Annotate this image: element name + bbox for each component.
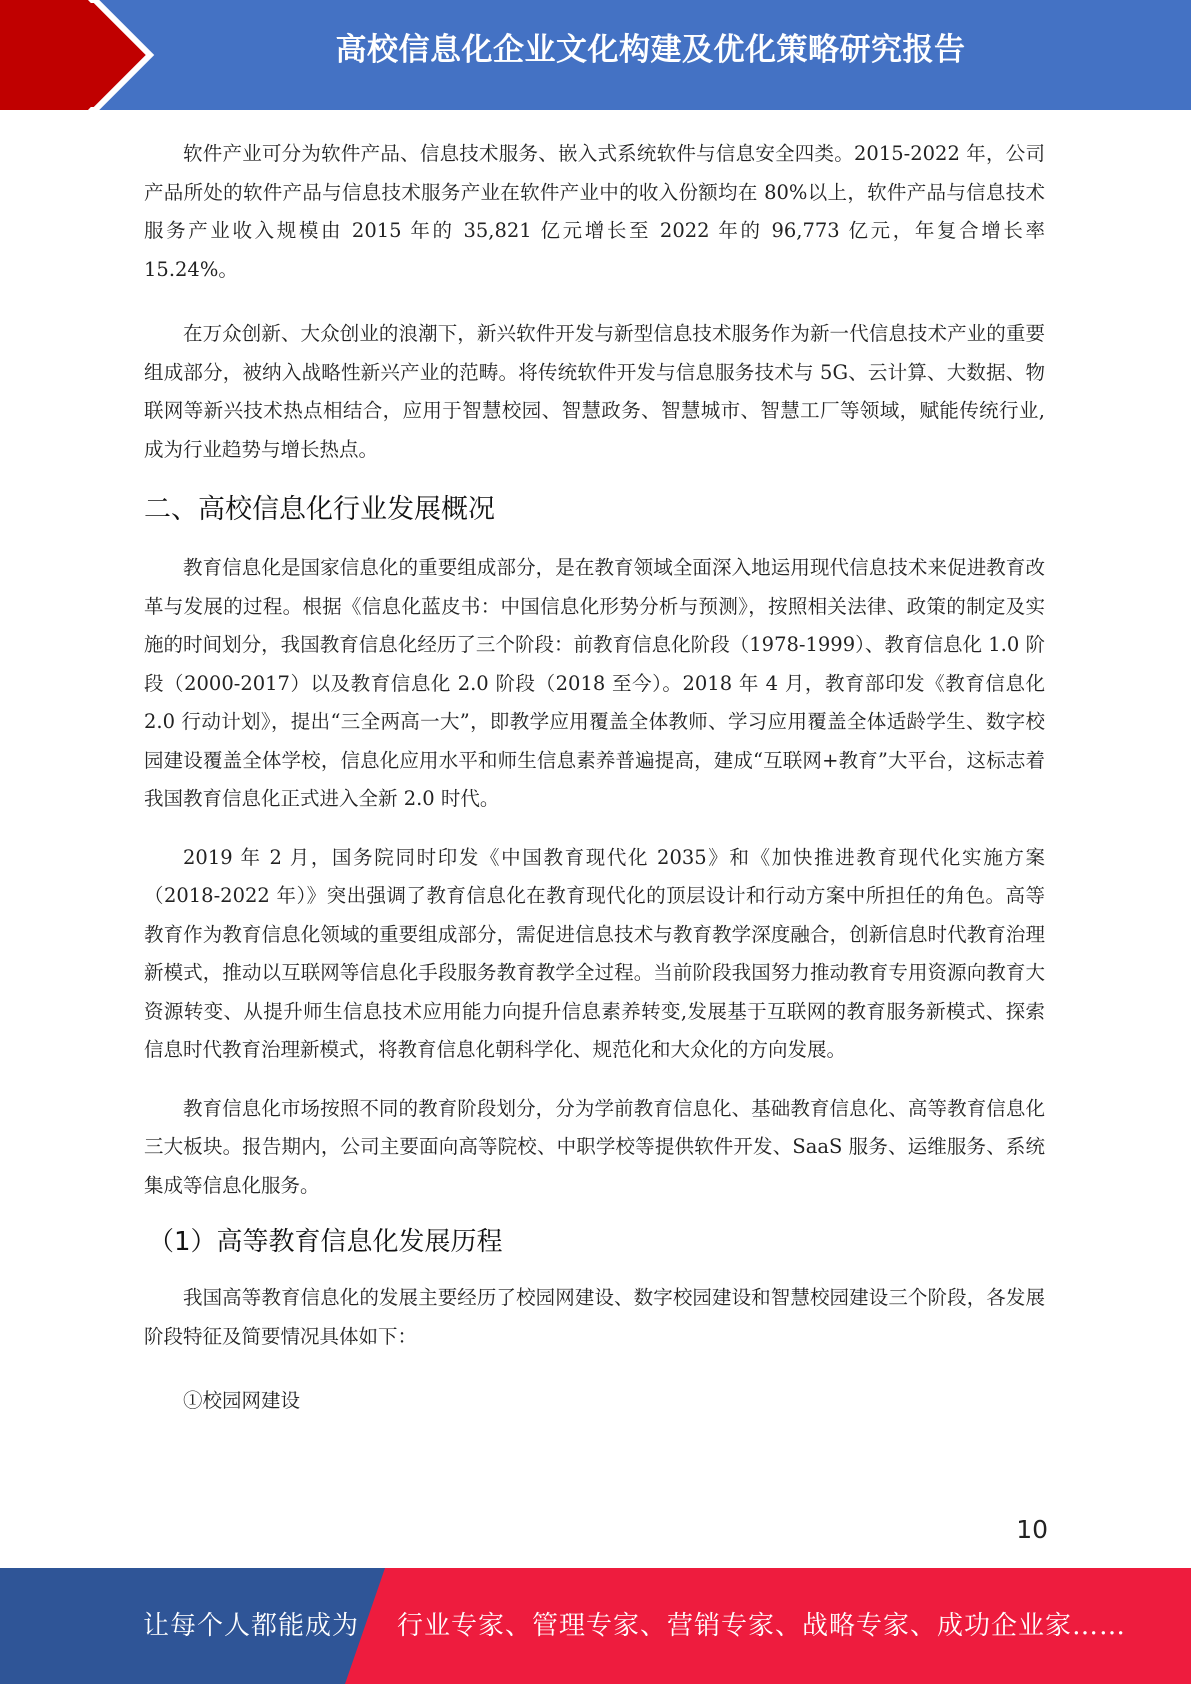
page-footer-banner [0,1568,1191,1684]
report-title: 高校信息化企业文化构建及优化策略研究报告 [335,32,966,68]
paragraph-development-stages: 我国高等教育信息化的发展主要经历了校园网建设、数字校园建设和智慧校园建设三个阶段，各发展阶段特征及简要情况具体如下： [144,1286,1045,1348]
page-header-banner [0,0,1191,110]
paragraph-education-informatization: 教育信息化是国家信息化的重要组成部分，是在教育领域全面深入地运用现代信息技术来促进教育改革与发展的过程。根据《信息化蓝皮书：中国信息化形势分析与预测》，按照相关法律、政策的制定及实施的时间划分，我国教育信息化经历了三个阶段：前教育信息化阶段（1978-1999）、教育信息化 1.0 阶段（2000-2017）以及教育信息化 2.0 阶段（2018 至今）。2018 年 4 月，教育部印发《教育信息化 2.0 行动计划》，提出“三全两高一大”，即教学应用覆盖全体教师、学习应用覆盖全体适龄学生、数字校园建设覆盖全体学校，信息化应用水平和师生信息素养普遍提高，建成“互联网+教育”大平台，这标志着我国教育信息化正式进入全新 2.0 时代。 [144,556,1045,810]
sub-item-campus-network: ①校园网建设 [183,1389,301,1412]
paragraph-software-industry: 软件产业可分为软件产品、信息技术服务、嵌入式系统软件与信息安全四类。2015-2022 年，公司产品所处的软件产品与信息技术服务产业在软件产业中的收入份额均在 80%以上，软件产品与信息技术服务产业收入规模由 2015 年的 35,821 亿元增长至 2022 年的 96,773 亿元，年复合增长率 15.24%。 [144,142,1045,281]
document-body [144,135,1045,1421]
paragraph-emerging-tech: 在万众创新、大众创业的浪潮下，新兴软件开发与新型信息技术服务作为新一代信息技术产业的重要组成部分，被纳入战略性新兴产业的范畴。将传统软件开发与信息服务技术与 5G、云计算、大数据、物联网等新兴技术热点相结合，应用于智慧校园、智慧政务、智慧城市、智慧工厂等领域，赋能传统行业,成为行业趋势与增长热点。 [144,322,1045,461]
page-number: 10 [1016,1515,1048,1544]
subsection-heading: （1）高等教育信息化发展历程 [148,1227,503,1257]
paragraph-market-segments: 教育信息化市场按照不同的教育阶段划分，分为学前教育信息化、基础教育信息化、高等教育信息化三大板块。报告期内，公司主要面向高等院校、中职学校等提供软件开发、SaaS 服务、运维服务、系统集成等信息化服务。 [144,1096,1045,1197]
footer-slogan-right: 行业专家、管理专家、营销专家、战略专家、成功企业家…… [397,1611,1127,1641]
section-heading: 二、高校信息化行业发展概况 [144,494,495,525]
footer-slogan-left: 让每个人都能成为 [143,1611,360,1641]
paragraph-modernization-2035: 2019 年 2 月，国务院同时印发《中国教育现代化 2035》和《加快推进教育现代化实施方案（2018-2022 年）》突出强调了教育信息化在教育现代化的顶层设计和行动方案中所担任的角色。高等教育作为教育信息化领域的重要组成部分，需促进信息技术与教育教学深度融合，创新信息时代教育治理新模式，推动以互联网等信息化手段服务教育教学全过程。当前阶段我国努力推动教育专用资源向教育大资源转变、从提升师生信息技术应用能力向提升信息素养转变,发展基于互联网的教育服务新模式、探索信息时代教育治理新模式，将教育信息化朝科学化、规范化和大众化的方向发展。 [144,845,1045,1061]
